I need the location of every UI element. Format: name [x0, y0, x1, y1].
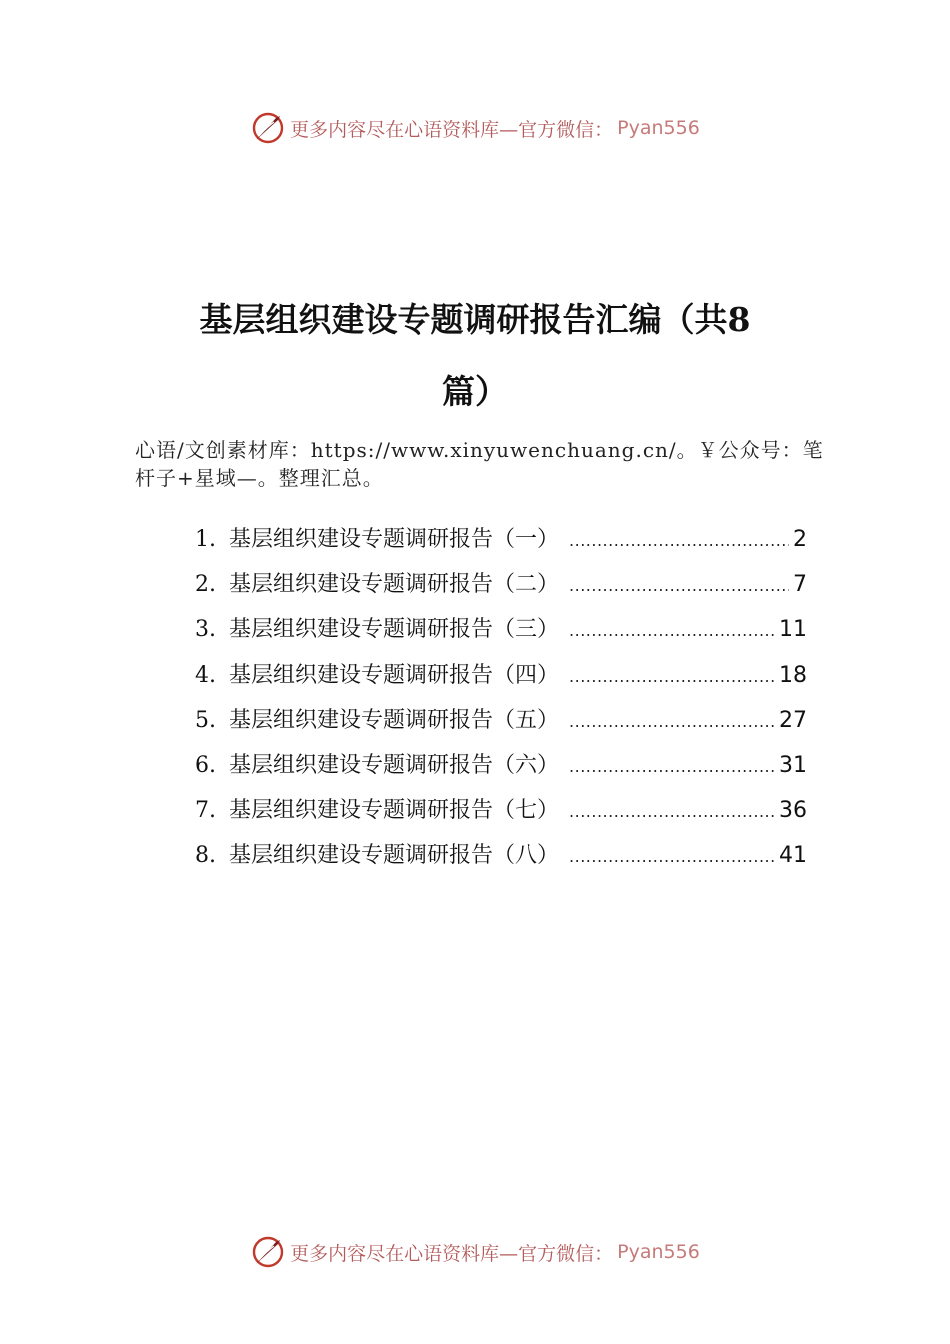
toc-leader-dots	[569, 576, 789, 595]
toc-leader-dots	[569, 531, 789, 550]
toc-entry-title[interactable]: 基层组织建设专题调研报告（一）	[229, 527, 560, 552]
toc-entry[interactable]	[195, 838, 807, 883]
header-watermark	[0, 108, 950, 148]
toc-entry-page-number: 11	[779, 617, 807, 643]
toc-entry-title[interactable]: 基层组织建设专题调研报告（三）	[229, 617, 560, 643]
toc-entry[interactable]	[195, 522, 807, 567]
toc-leader-dots	[569, 802, 775, 821]
watermark-handle: Pyan556	[617, 1241, 700, 1263]
quill-logo-icon	[250, 110, 286, 146]
toc-entry-page-number: 18	[779, 662, 807, 688]
document-title-line-1: 基层组织建设专题调研报告汇编（共8	[199, 300, 751, 339]
table-of-contents	[195, 522, 807, 884]
watermark-handle: Pyan556	[617, 117, 700, 139]
toc-entry-number: 4.	[195, 662, 216, 688]
toc-entry[interactable]	[195, 793, 807, 838]
watermark-text: 更多内容尽在心语资料库—官方微信：	[290, 1242, 614, 1265]
toc-entry-page-number: 36	[779, 798, 807, 824]
toc-entry-number: 6.	[195, 752, 216, 778]
quill-logo-icon	[250, 1234, 286, 1270]
toc-entry[interactable]	[195, 612, 807, 657]
toc-entry[interactable]	[195, 703, 807, 748]
toc-entry-number: 2.	[195, 572, 216, 598]
toc-entry-page-number: 27	[779, 707, 807, 733]
toc-entry-title[interactable]: 基层组织建设专题调研报告（五）	[229, 707, 560, 733]
toc-entry-title[interactable]: 基层组织建设专题调研报告（二）	[229, 572, 560, 598]
toc-leader-dots	[569, 667, 775, 686]
toc-entry-page-number: 31	[779, 752, 807, 778]
toc-leader-dots	[569, 621, 775, 640]
toc-leader-dots	[569, 847, 775, 866]
toc-entry-number: 8.	[195, 843, 216, 869]
document-title-line-2: 篇）	[442, 372, 508, 411]
watermark-text: 更多内容尽在心语资料库—官方微信：	[290, 118, 614, 141]
toc-entry-page-number: 41	[779, 843, 807, 869]
toc-entry-number: 7.	[195, 798, 216, 824]
toc-entry-number: 5.	[195, 707, 216, 733]
toc-entry[interactable]	[195, 658, 807, 703]
toc-entry[interactable]	[195, 748, 807, 793]
toc-leader-dots	[569, 712, 775, 731]
toc-entry-page-number: 2	[793, 527, 807, 552]
toc-entry-title[interactable]: 基层组织建设专题调研报告（四）	[229, 662, 560, 688]
toc-entry-title[interactable]: 基层组织建设专题调研报告（八）	[229, 843, 560, 869]
toc-leader-dots	[569, 757, 775, 776]
toc-entry-number: 3.	[195, 617, 216, 643]
toc-entry-title[interactable]: 基层组织建设专题调研报告（六）	[229, 752, 560, 778]
toc-entry-title[interactable]: 基层组织建设专题调研报告（七）	[229, 798, 560, 824]
footer-watermark	[0, 1232, 950, 1272]
toc-entry-page-number: 7	[793, 572, 807, 598]
source-note: 心语/文创素材库：https://www.xinyuwenchuang.cn/。￥公众号：笔杆子+星域—。整理汇总。	[135, 438, 824, 490]
toc-entry-number: 1.	[195, 527, 216, 552]
toc-entry[interactable]	[195, 567, 807, 612]
